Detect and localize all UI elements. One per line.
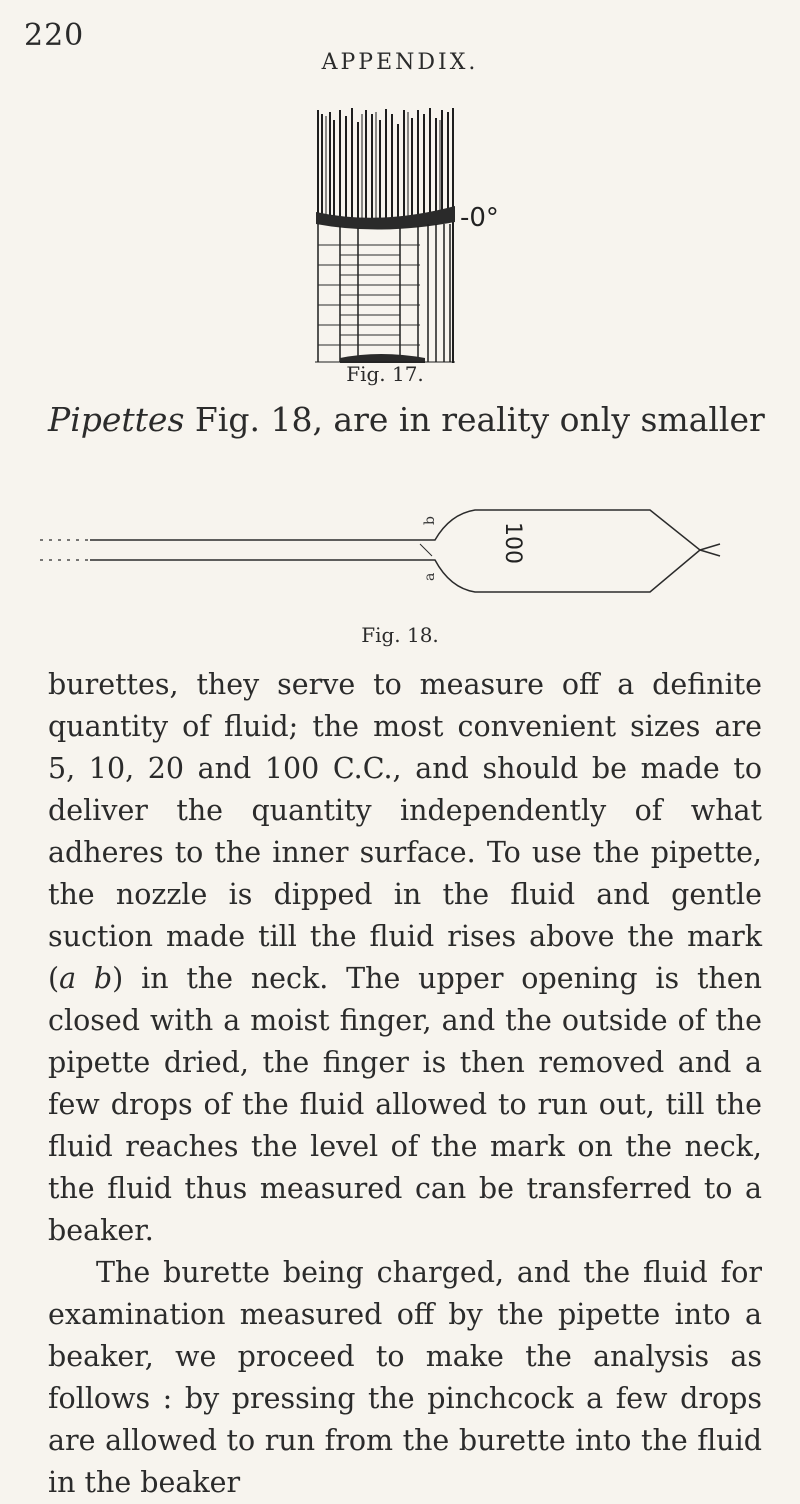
mark-label-a: a — [422, 572, 438, 581]
paragraph-1 — [48, 664, 762, 1252]
lead-italic-word: Pipettes — [48, 400, 185, 439]
figure-18-caption: Fig. 18. — [361, 623, 439, 647]
zero-mark-label: -0° — [460, 203, 499, 233]
figure-18 — [30, 500, 750, 600]
page-header — [0, 18, 800, 78]
figure-17 — [300, 100, 560, 390]
lead-line — [48, 400, 778, 439]
paragraph-1-part-b: ) in the neck. The upper opening is then closed with a moist finger, and the outside of the pipette dried, the finger is then removed and a few drops of the fluid allowed to run out, till the fluid reaches the level of the mark on the neck, the fluid thus measured can be transferred to a beaker. — [48, 962, 762, 1247]
mark-ab-italic: a b — [59, 962, 113, 995]
paragraph-2: The burette being charged, and the fluid for examination measured off by the pipette into a beaker, we proceed to make the analysis as follows : by pressing the pinchcock a few drops are allowed to run from the burette into the fluid in the beaker — [48, 1256, 762, 1499]
pipette-illustration — [30, 500, 750, 600]
body-text — [48, 664, 762, 1504]
page-number: 220 — [24, 18, 85, 53]
figure-17-caption: Fig. 17. — [346, 362, 424, 386]
burette-illustration — [300, 100, 560, 365]
volume-label: 100 — [500, 522, 525, 564]
lead-rest: Fig. 18, are in reality only smaller — [184, 400, 765, 439]
paragraph-1-part-a: burettes, they serve to measure off a definite quantity of fluid; the most convenient sizes are 5, 10, 20 and 100 C.C., and should be made to deliver the quantity independently of what adheres to the inner surface. To use the pipette, the nozzle is dipped in the fluid and gentle suction made till the fluid rises above the mark ( — [48, 668, 762, 995]
running-head: APPENDIX. — [321, 50, 479, 75]
mark-label-b: b — [422, 516, 438, 525]
